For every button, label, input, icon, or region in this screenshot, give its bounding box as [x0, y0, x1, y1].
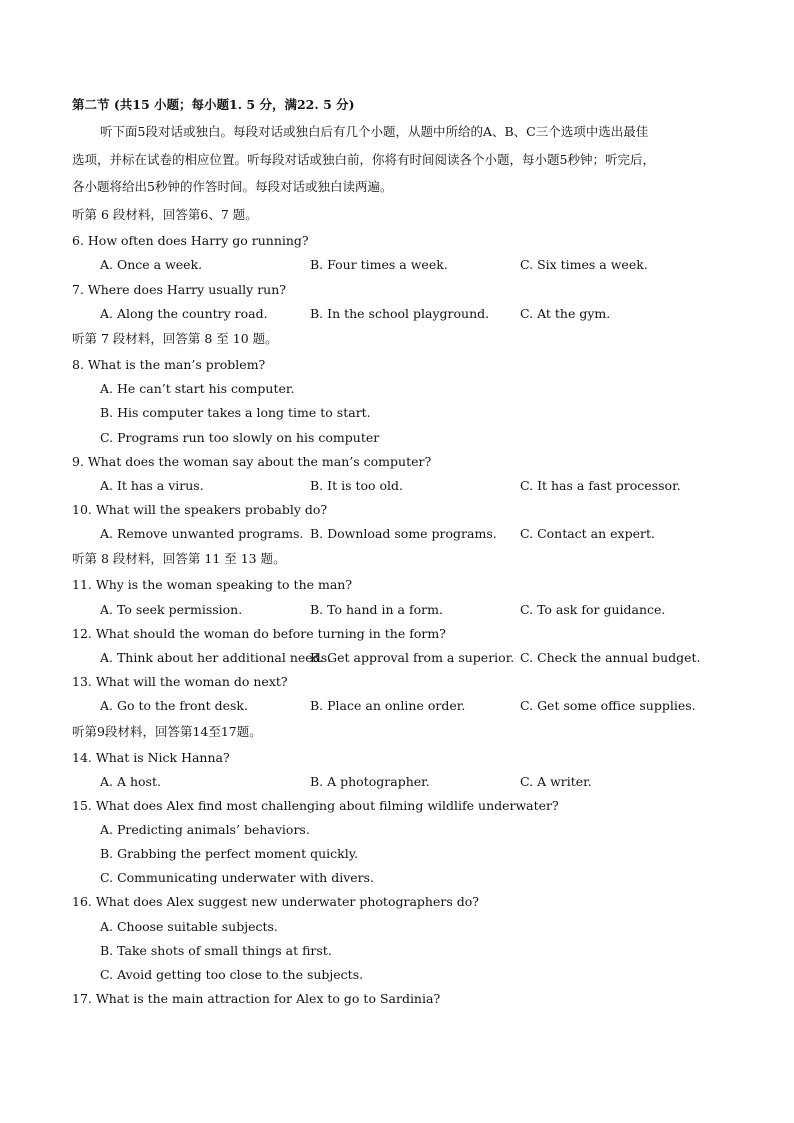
option-10c: C. Contact an expert.: [520, 526, 655, 541]
option-16a: A. Choose suitable subjects.: [100, 919, 278, 934]
option-13a: A. Go to the front desk.: [100, 698, 248, 713]
question-10: 10. What will the speakers probably do?: [72, 502, 328, 517]
section-heading: 第二节 (共15 小题；每小题1. 5 分，满22. 5 分): [72, 97, 355, 112]
question-16: 16. What does Alex suggest new underwater photographers do?: [72, 894, 479, 909]
option-7b: B. In the school playground.: [310, 306, 490, 321]
option-12a: A. Think about her additional needs.: [100, 650, 332, 665]
option-15a: A. Predicting animals’ behaviors.: [100, 822, 310, 837]
question-6: 6. How often does Harry go running?: [72, 233, 309, 248]
question-11: 11. Why is the woman speaking to the man?: [72, 577, 353, 592]
instructions-line-3: 各小题将给出5秒钟的作答时间。每段对话或独白读两遍。: [72, 179, 393, 194]
group-heading-7: 听第 7 段材料，回答第 8 至 10 题。: [72, 331, 278, 346]
option-14c: C. A writer.: [520, 774, 592, 789]
question-12: 12. What should the woman do before turning in the form?: [72, 626, 446, 641]
question-9: 9. What does the woman say about the man’s computer?: [72, 454, 432, 469]
option-15c: C. Communicating underwater with divers.: [100, 870, 375, 885]
option-6c: C. Six times a week.: [520, 257, 648, 272]
question-15: 15. What does Alex find most challenging about filming wildlife underwater?: [72, 798, 559, 813]
instructions-line-2: 选项，并标在试卷的相应位置。听每段对话或独白前，你将有时间阅读各个小题，每小题5秒钟；听完后，: [72, 152, 655, 167]
option-8a: A. He can’t start his computer.: [100, 381, 295, 396]
option-12b: B. Get approval from a superior.: [310, 650, 515, 665]
option-10a: A. Remove unwanted programs.: [100, 526, 304, 541]
option-16c: C. Avoid getting too close to the subjects.: [100, 967, 364, 982]
option-9b: B. It is too old.: [310, 478, 403, 493]
option-14a: A. A host.: [100, 774, 161, 789]
question-17: 17. What is the main attraction for Alex to go to Sardinia?: [72, 991, 441, 1006]
option-9a: A. It has a virus.: [100, 478, 204, 493]
option-10b: B. Download some programs.: [310, 526, 497, 541]
option-13c: C. Get some office supplies.: [520, 698, 696, 713]
option-6b: B. Four times a week.: [310, 257, 448, 272]
option-7c: C. At the gym.: [520, 306, 611, 321]
group-heading-8: 听第 8 段材料，回答第 11 至 13 题。: [72, 551, 286, 566]
option-15b: B. Grabbing the perfect moment quickly.: [100, 846, 359, 861]
option-7a: A. Along the country road.: [100, 306, 268, 321]
question-8: 8. What is the man’s problem?: [72, 357, 266, 372]
option-11c: C. To ask for guidance.: [520, 602, 666, 617]
option-13b: B. Place an online order.: [310, 698, 466, 713]
option-8c: C. Programs run too slowly on his computer: [100, 430, 380, 445]
option-8b: B. His computer takes a long time to start.: [100, 405, 371, 420]
option-11b: B. To hand in a form.: [310, 602, 443, 617]
question-14: 14. What is Nick Hanna?: [72, 750, 230, 765]
question-7: 7. Where does Harry usually run?: [72, 282, 286, 297]
option-6a: A. Once a week.: [100, 257, 203, 272]
option-16b: B. Take shots of small things at first.: [100, 943, 332, 958]
option-14b: B. A photographer.: [310, 774, 430, 789]
instructions-line-1: 听下面5段对话或独白。每段对话或独白后有几个小题，从题中所给的A、B、C三个选项中选出最佳: [100, 124, 649, 139]
question-13: 13. What will the woman do next?: [72, 674, 288, 689]
group-heading-6: 听第 6 段材料，回答第6、7 题。: [72, 207, 258, 222]
option-11a: A. To seek permission.: [100, 602, 243, 617]
group-heading-9: 听第9段材料，回答第14至17题。: [72, 724, 262, 739]
option-9c: C. It has a fast processor.: [520, 478, 681, 493]
option-12c: C. Check the annual budget.: [520, 650, 701, 665]
